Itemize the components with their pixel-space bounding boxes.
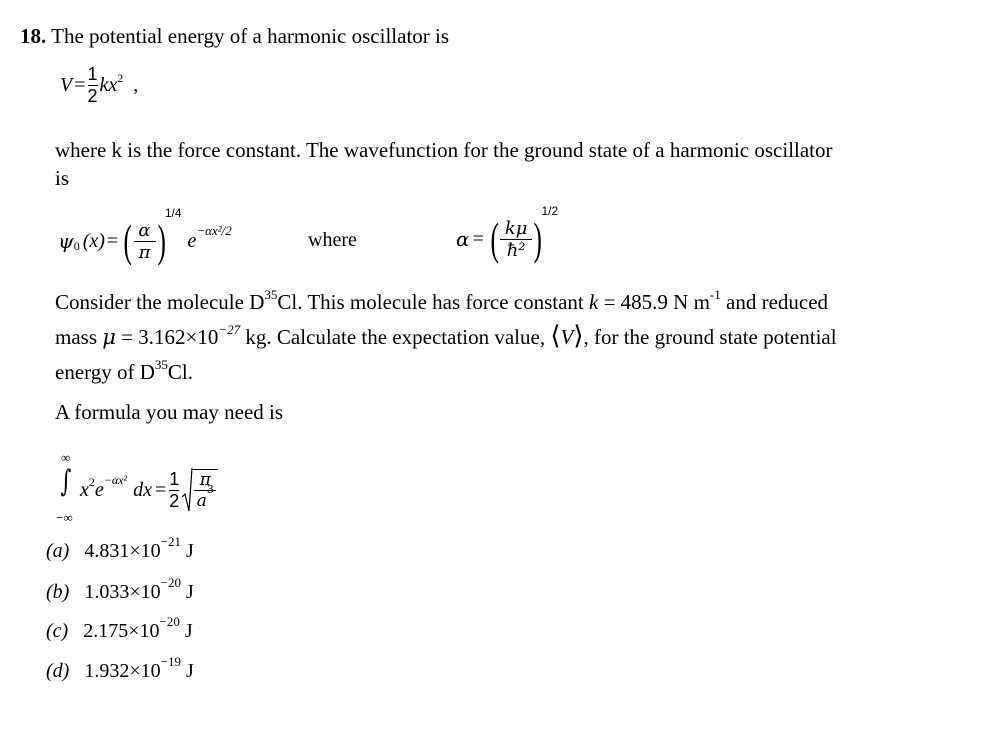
- left-paren: (: [123, 215, 133, 266]
- potential-denominator: 2: [87, 86, 98, 106]
- question-heading: [20, 22, 449, 50]
- psi-symbol: ψ: [58, 229, 74, 253]
- frac-alpha: α: [138, 219, 151, 241]
- text-span: = 3.162×10: [115, 325, 219, 349]
- option-unit: J: [185, 660, 194, 682]
- integrand-e: e: [94, 478, 104, 501]
- text-span: , for the ground state potential: [583, 325, 837, 349]
- alpha-definition: [456, 204, 558, 274]
- potential-fraction: [88, 64, 98, 107]
- integral-sign: ∫: [60, 464, 72, 499]
- option-exponent: −20: [160, 575, 181, 591]
- alpha-symbol: α: [456, 227, 470, 251]
- root-numerator: π: [199, 470, 211, 490]
- k-mu-over-hbar: [500, 218, 532, 261]
- left-angle: ⟨: [550, 321, 561, 350]
- potential-equals: =: [74, 74, 86, 96]
- option-exponent: −21: [160, 534, 181, 550]
- pi-over-a-cubed: [192, 469, 218, 511]
- text-span: Consider the molecule D: [55, 290, 265, 314]
- k-symbol: k: [589, 290, 599, 314]
- option-label: (c): [46, 620, 69, 642]
- option-mantissa: 1.932×10: [84, 660, 161, 682]
- option-exponent: −19: [160, 654, 181, 670]
- square-root: [181, 467, 218, 513]
- potential-comma: ,: [133, 74, 139, 96]
- frac-k-mu: kμ: [504, 217, 528, 239]
- v-symbol: V: [560, 325, 574, 349]
- where-text: where k is the force constant. The wavefunction for the ground state of a harmonic oscillator: [55, 138, 833, 162]
- quarter-power: 1/4: [164, 206, 182, 220]
- psi-argument: (x): [82, 229, 105, 252]
- half-denominator: 2: [169, 490, 180, 511]
- unit-exponent: -1: [709, 287, 721, 302]
- isotope-superscript: 35: [154, 357, 168, 372]
- option-label: (a): [46, 540, 70, 562]
- is-text: is: [55, 166, 70, 190]
- alpha-over-pi: [134, 220, 156, 263]
- half-fraction: [169, 469, 179, 512]
- text-span: and reduced: [720, 290, 829, 314]
- integrand-x: x: [80, 478, 89, 501]
- root-denominator-power: 3: [206, 483, 214, 497]
- option-d[interactable]: [46, 654, 194, 683]
- text-span: energy of D: [55, 360, 155, 384]
- option-mantissa: 1.033×10: [84, 581, 161, 603]
- integral-formula: [58, 450, 288, 530]
- half-power: 1/2: [541, 204, 559, 218]
- right-paren: ): [533, 213, 543, 264]
- right-paren: ): [156, 215, 166, 266]
- text-span: = 485.9 N m: [598, 290, 710, 314]
- potential-numerator: 1: [87, 64, 98, 84]
- isotope-superscript: 35: [264, 287, 278, 302]
- option-label: (b): [46, 581, 70, 603]
- consider-line-2: [55, 322, 837, 351]
- integrand: x $^2$ e $^{-\alpha x^2}$ dx = $\frac{1}{2}$ $\frac{\pi}{a^3}$: [80, 464, 218, 516]
- option-mantissa: 4.831×10: [84, 540, 161, 562]
- exp-base: e: [187, 229, 197, 252]
- question-number: 18.: [20, 24, 47, 48]
- right-angle: ⟩: [573, 321, 584, 350]
- potential-lhs: V: [60, 74, 73, 96]
- frac-pi: π: [138, 241, 151, 263]
- formula-intro-text: A formula you may need is: [55, 400, 284, 424]
- integrand-dx: dx: [133, 478, 152, 501]
- text-span: Cl. This molecule has force constant: [277, 290, 589, 314]
- option-b[interactable]: [46, 575, 194, 604]
- formula-intro: [55, 398, 283, 426]
- question-intro: The potential energy of a harmonic oscillator is: [51, 24, 450, 48]
- half-numerator: 1: [169, 468, 180, 489]
- exp-power: −αx²/2: [196, 223, 232, 238]
- option-c[interactable]: [46, 614, 193, 643]
- option-unit: J: [185, 540, 194, 562]
- option-exponent: −20: [159, 614, 180, 630]
- where-paragraph: [55, 136, 833, 164]
- alpha-equals: =: [472, 227, 484, 250]
- frac-hbar: ħ²: [506, 239, 526, 261]
- text-span: kg. Calculate the expectation value,: [240, 325, 551, 349]
- wavefunction-equation: ψ $_0$ (x) = ( $\frac{\alpha}{\pi}$ ) 1/4 e −αx²/2: [58, 206, 232, 266]
- left-paren: (: [490, 213, 499, 264]
- option-a[interactable]: [46, 534, 194, 563]
- potential-equation: V = $\frac{1}{2}$ kx $^2$ ,: [60, 64, 139, 106]
- option-mantissa: 2.175×10: [83, 620, 160, 642]
- integral-lower-limit: −∞: [56, 510, 73, 525]
- consider-line-1: [55, 288, 828, 316]
- option-label: (d): [46, 660, 70, 682]
- integral-upper-limit: ∞: [61, 450, 71, 465]
- mass-exponent: −27: [218, 322, 241, 337]
- text-span: mass: [55, 325, 103, 349]
- potential-term: kx: [99, 74, 118, 96]
- option-unit: J: [185, 581, 194, 603]
- root-denominator: a: [196, 491, 207, 511]
- consider-line-3: [55, 358, 193, 386]
- where-label-wrap: [308, 229, 357, 252]
- where-label: where: [308, 229, 357, 251]
- is-line: [55, 164, 69, 192]
- mu-symbol: μ: [102, 325, 116, 349]
- option-unit: J: [184, 620, 193, 642]
- psi-equals: =: [106, 229, 119, 252]
- integral-equals: =: [155, 478, 167, 501]
- text-span: Cl.: [167, 360, 194, 384]
